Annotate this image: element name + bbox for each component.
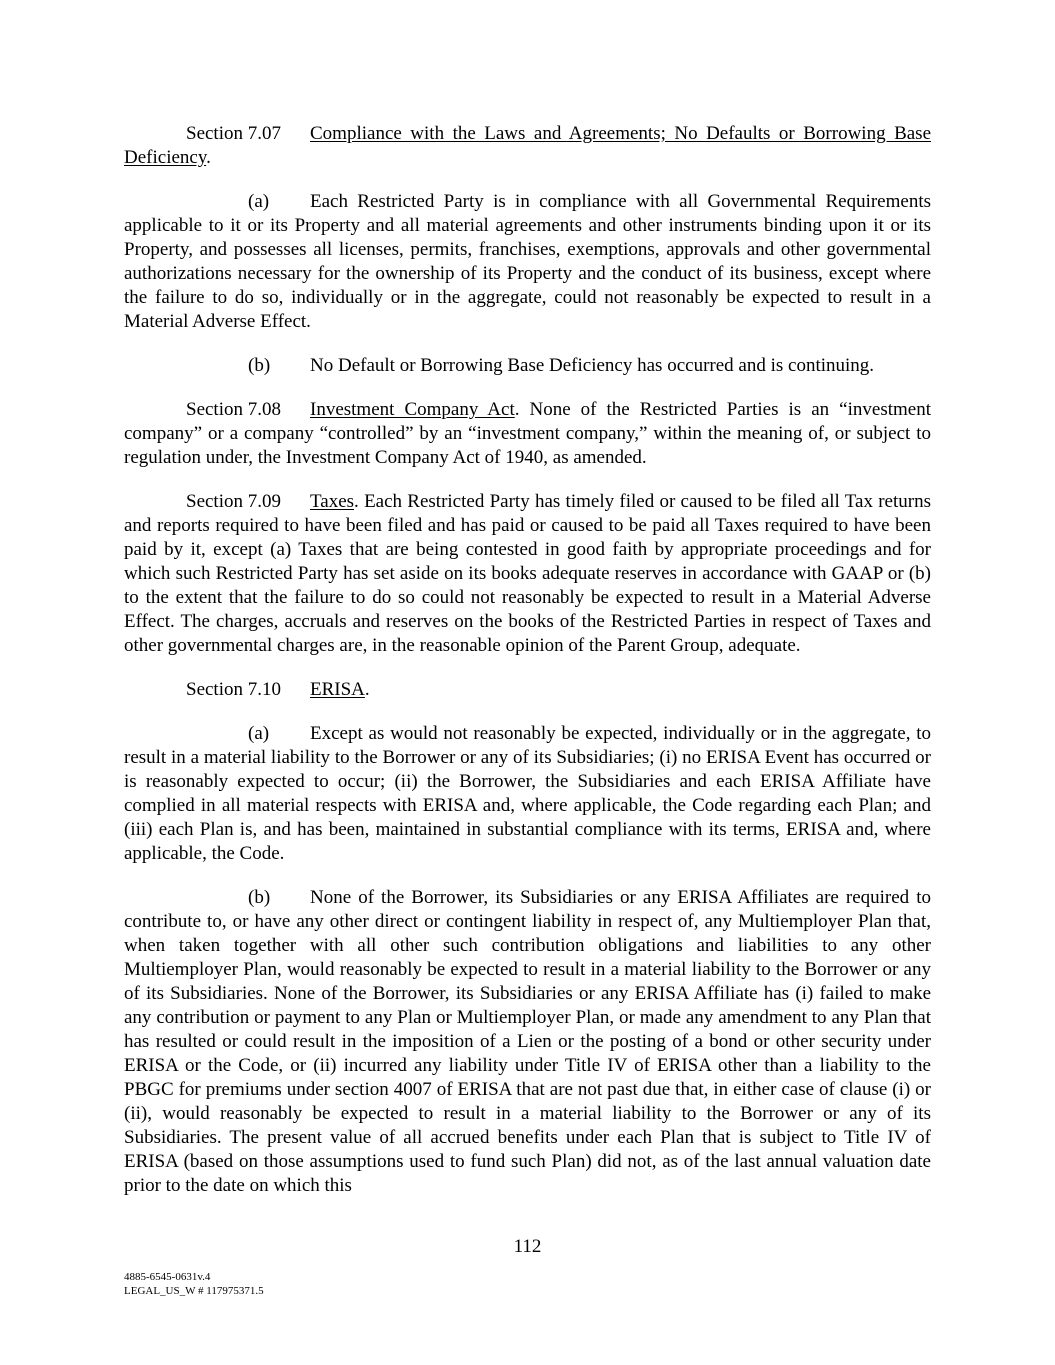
- clause-label: (a): [248, 723, 270, 744]
- section-text: . None of the Restricted Parties is an “investment company” or a company “controlled” by an “investment company,” within the meaning of, or subject to regulation under, the Investment Company Act of 1940, as amended.: [124, 399, 931, 468]
- section-title: Taxes: [310, 491, 355, 512]
- section-number: Section 7.10: [186, 679, 281, 700]
- clause-text: Each Restricted Party is in compliance with all Governmental Requirements applicable to it or its Property and all material agreements and other instruments binding upon it or its Property, and possesses all licenses, permits, franchises, exemptions, approvals and other governmental authorizations necessary for the ownership of its Property and the conduct of its business, except where the failure to do so, individually or in the aggregate, could not reasonably be expected to result in a Material Adverse Effect.: [124, 191, 931, 332]
- section-number: Section 7.08: [186, 399, 281, 420]
- section-7-07-paragraph-a: [124, 190, 931, 334]
- section-7-10-paragraph-b: [124, 886, 931, 1198]
- document-page: [124, 122, 931, 1218]
- page-number: 112: [513, 1236, 542, 1257]
- clause-text: Except as would not reasonably be expected, individually or in the aggregate, to result in a material liability to the Borrower or any of its Subsidiaries; (i) no ERISA Event has occurred or is reasonably expected to occur; (ii) the Borrower, the Subsidiaries and each ERISA Affiliate have complied in all material respects with ERISA and, where applicable, the Code regarding each Plan; and (iii) each Plan is, and has been, maintained in substantial compliance with its terms, ERISA and, where applicable, the Code.: [124, 723, 931, 864]
- section-title: Compliance with the Laws and Agreements; No Defaults or Borrowing Base Deficiency: [124, 123, 931, 168]
- section-7-08: [124, 398, 931, 470]
- section-number: Section 7.07: [186, 123, 281, 144]
- clause-label: (b): [248, 355, 271, 376]
- section-7-07-heading: Section 7.07 Compliance with the Laws and Agreements; No Defaults or Borrowing Base Deficiency.: [124, 123, 931, 168]
- section-number: Section 7.09: [186, 491, 281, 512]
- clause-text: None of the Borrower, its Subsidiaries or any ERISA Affiliates are required to contribute to, or have any other direct or contingent liability in respect of, any Multiemployer Plan that, when taken together with all other such contribution obligations and liabilities to any other Multiemployer Plan, would reasonably be expected to result in a material liability to the Borrower or any of its Subsidiaries. None of the Borrower, its Subsidiaries or any ERISA Affiliate has (i) failed to make any contribution or payment to any Plan or Multiemployer Plan, or made any amendment to any Plan that has resulted or could result in the imposition of a Lien or the posting of a bond or other security under ERISA or the Code, or (ii) incurred any liability under Title IV of ERISA other than a liability to the PBGC for premiums under section 4007 of ERISA that are not past due that, in either case of clause (i) or (ii), would reasonably be expected to result in a material liability to the Borrower or any of its Subsidiaries. The present value of all accrued benefits under each Plan that is subject to Title IV of ERISA (based on those assumptions used to fund such Plan) did not, as of the last annual valuation date prior to the date on which this: [124, 887, 931, 1196]
- section-title: Investment Company Act: [310, 399, 515, 420]
- clause-text: No Default or Borrowing Base Deficiency has occurred and is continuing.: [310, 355, 875, 376]
- section-7-09: [124, 490, 931, 658]
- section-title: ERISA: [310, 679, 365, 700]
- clause-label: (b): [248, 887, 271, 908]
- section-text: . Each Restricted Party has timely filed or caused to be filed all Tax returns and reports required to have been filed and has paid or caused to be paid all Taxes required to have been paid by it, except (a) Taxes that are being contested in good faith by appropriate proceedings and for which such Restricted Party has set aside on its books adequate reserves in accordance with GAAP or (b) to the extent that the failure to do so could not reasonably be expected to result in a Material Adverse Effect. The charges, accruals and reserves on the books of the Restricted Parties in respect of Taxes and other governmental charges are, in the reasonable opinion of the Parent Group, adequate.: [124, 491, 931, 656]
- section-7-07-paragraph-b: [124, 354, 931, 378]
- clause-label: (a): [248, 191, 270, 212]
- section-7-10-heading: Section 7.10 ERISA.: [186, 679, 370, 700]
- footer-doc-id: 4885-6545-0631v.4: [124, 1271, 211, 1283]
- section-7-10-paragraph-a: [124, 722, 931, 866]
- footer-legal-id: LEGAL_US_W # 117975371.5: [124, 1285, 264, 1297]
- document-footer: [124, 1270, 264, 1298]
